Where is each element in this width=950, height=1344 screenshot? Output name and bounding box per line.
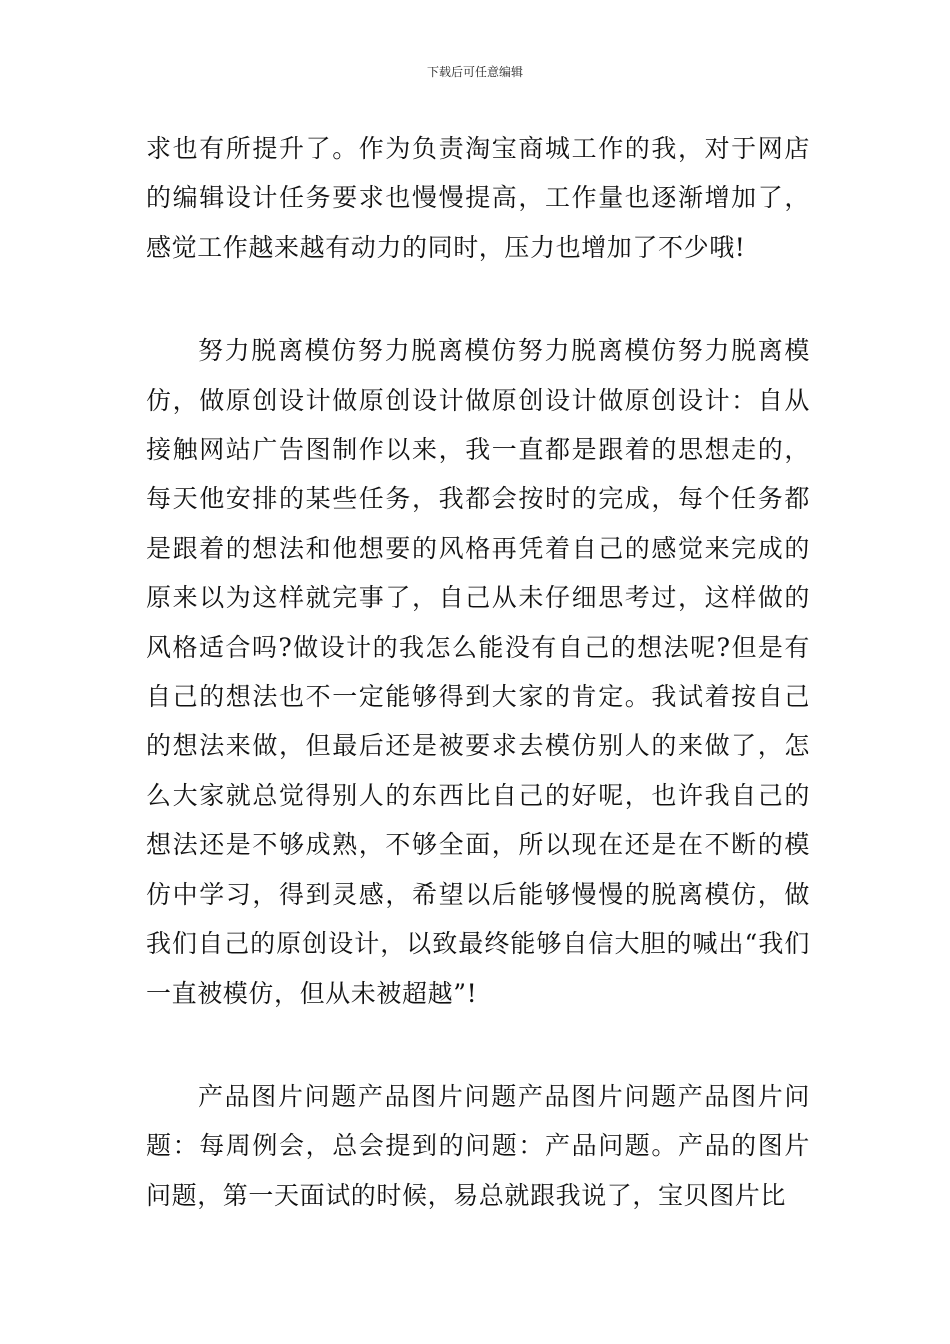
document-body bbox=[146, 124, 810, 1220]
page-header: 下载后可任意编辑 bbox=[426, 65, 523, 79]
paragraph-1: 求也有所提升了。作为负责淘宝商城工作的我，对于网店的编辑设计任务要求也慢慢提高，工作量也逐渐增加了，感觉工作越来越有动力的同时，压力也增加了不少哦! bbox=[146, 134, 810, 262]
paragraph-2: 努力脱离模仿努力脱离模仿努力脱离模仿努力脱离模仿，做原创设计做原创设计做原创设计做原创设计：自从接触网站广告图制作以来，我一直都是跟着的思想走的，每天他安排的某些任务，我都会按时的完成，每个任务都是跟着的想法和他想要的风格再凭着自己的感觉来完成的原来以为这样就完事了，自己从未仔细思考过，这样做的风格适合吗?做设计的我怎么能没有自己的想法呢?但是有自己的想法也不一定能够得到大家的肯定。我试着按自己的想法来做，但最后还是被要求去模仿别人的来做了，怎么大家就总觉得别人的东西比自己的好呢，也许我自己的想法还是不够成熟，不够全面，所以现在还是在不断的模仿中学习，得到灵感，希望以后能够慢慢的脱离模仿，做我们自己的原创设计，以致最终能够自信大胆的喊出“我们一直被模仿，但从未被超越”! bbox=[146, 336, 810, 1008]
paragraph-spacer bbox=[146, 1018, 810, 1072]
paragraph-spacer bbox=[146, 272, 810, 326]
paragraph-3: 产品图片问题产品图片问题产品图片问题产品图片问题：每周例会，总会提到的问题：产品问题。产品的图片问题，第一天面试的时候，易总就跟我说了，宝贝图片比 bbox=[146, 1081, 810, 1210]
